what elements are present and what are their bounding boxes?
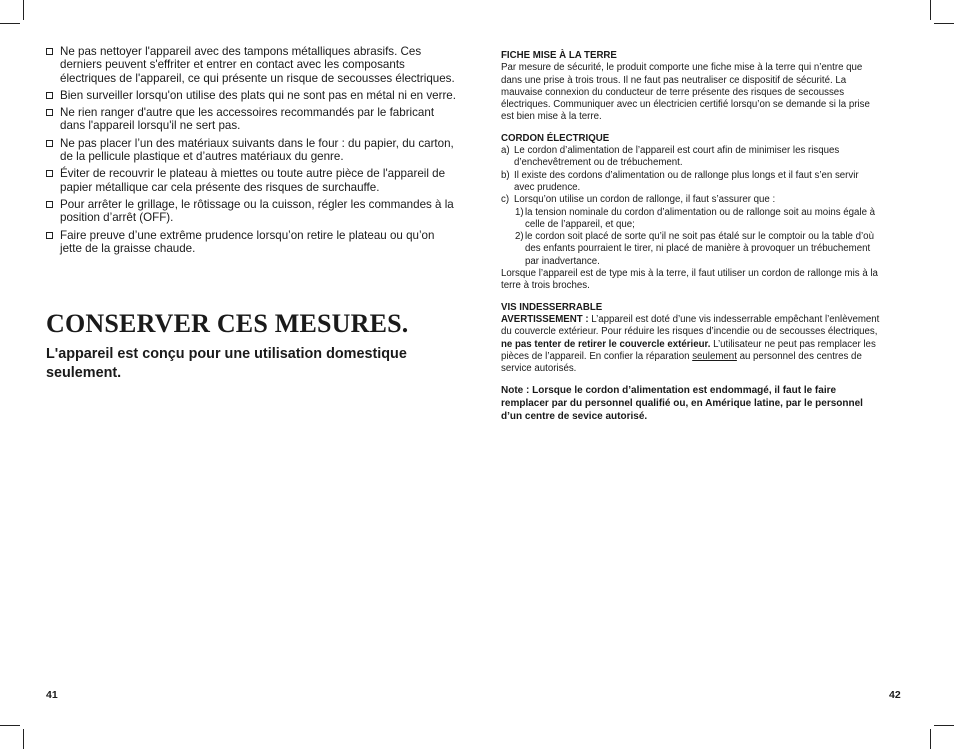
ground-plug-section [501, 50, 881, 124]
list-item: Ne pas nettoyer l'appareil avec des tampons métalliques abrasifs. Ces derniers peuvent s'effriter et entrer en contact avec les composants électriques de l'appareil, ce qui présente un risque de secousses électriques. [46, 45, 458, 85]
checkbox-bullet-icon [46, 201, 53, 208]
section-text: AVERTISSEMENT : L’appareil est doté d’une vis indesserrable empêchant l’enlèvement du couvercle extérieur. Pour réduire les risques d’incendie ou de secousses électriques, ne pas tenter de retirer le couvercle extérieur. L’utilisateur ne peut pas remplacer les pièces de l’appareil. En confier la réparation seulement au personnel des centres de service autorisés. [501, 313, 880, 375]
household-use-subtitle: L'appareil est conçu pour une utilisation domestique seulement. [46, 346, 407, 381]
list-subitem: 2) le cordon soit placé de sorte qu’il ne soit pas étalé sur le comptoir ou la table d’où des enfants pourraient le tirer, ni placé de manière à provoquer un trébuchement par inadvertance. [515, 231, 874, 267]
checkbox-bullet-icon [46, 170, 53, 177]
list-item: a) Le cordon d’alimentation de l’appareil est court afin de minimiser les risques d’enchevêtrement ou de trébuchement. [501, 145, 840, 169]
checkbox-bullet-icon [46, 48, 53, 55]
checkbox-bullet-icon [46, 109, 53, 116]
cord-section [501, 133, 881, 293]
page-number-right: 42 [889, 689, 901, 701]
section-heading: VIS INDESSERRABLE [501, 301, 603, 313]
section-text: Lorsque l’appareil est de type mis à la terre, il faut utiliser un cordon de rallonge mis à la terre à trois broches. [501, 268, 878, 292]
list-item: c) Lorsqu’on utilise un cordon de rallonge, il faut s’assurer que : [501, 194, 776, 206]
list-item: Ne rien ranger d'autre que les accessoires recommandés par le fabricant dans l'appareil lorsqu'il ne sert pas. [46, 106, 458, 133]
checkbox-bullet-icon [46, 232, 53, 239]
list-item: Éviter de recouvrir le plateau à miettes ou toute autre pièce de l'appareil de papier métallique car cela présente des risques de surchauffe. [46, 167, 458, 194]
section-text: Par mesure de sécurité, le produit comporte une fiche mise à la terre qui n’entre que dans une prise à trois trous. Il ne faut pas neutraliser ce dispositif de sécurité. La mauvaise connexion du conducteur de terre présente des risques de secousses électriques. Communiquer avec un électricien certifié lorsqu’on se demande si la prise est bien mise à la terre. [501, 62, 870, 123]
list-item: Pour arrêter le grillage, le rôtissage ou la cuisson, régler les commandes à la position d’arrêt (OFF). [46, 198, 458, 225]
screw-section [501, 302, 881, 376]
right-column [501, 50, 881, 423]
section-heading: FICHE MISE À LA TERRE [501, 50, 617, 61]
checkbox-bullet-icon [46, 92, 53, 99]
right-page [477, 0, 954, 749]
checkbox-bullet-icon [46, 140, 53, 147]
list-item: b) Il existe des cordons d’alimentation ou de rallonge plus longs et il faut s’en servir avec prudence. [501, 169, 859, 193]
section-heading: CORDON ÉLECTRIQUE [501, 132, 610, 144]
list-item: Faire preuve d’une extrême prudence lorsqu’on retire le plateau ou qu’on jette de la graisse chaude. [46, 229, 458, 256]
list-subitem: 1) la tension nominale du cordon d’alimentation ou de rallonge soit au moins égale à celle de l’appareil, et que; [515, 206, 876, 230]
safety-list [46, 45, 458, 259]
page-title: CONSERVER CES MESURES. [46, 309, 409, 338]
cord-damage-note: Note : Lorsque le cordon d’alimentation est endommagé, il faut le faire remplacer par du personnel qualifié ou, en Amérique latine, par le personnel d’un centre de sevice autorisé. [501, 385, 863, 423]
page-number-left: 41 [46, 689, 58, 701]
list-item: Bien surveiller lorsqu'on utilise des plats qui ne sont pas en métal ni en verre. [46, 89, 458, 102]
list-item: Ne pas placer l’un des matériaux suivants dans le four : du papier, du carton, de la pellicule plastique et d’autres matériaux du genre. [46, 137, 458, 164]
